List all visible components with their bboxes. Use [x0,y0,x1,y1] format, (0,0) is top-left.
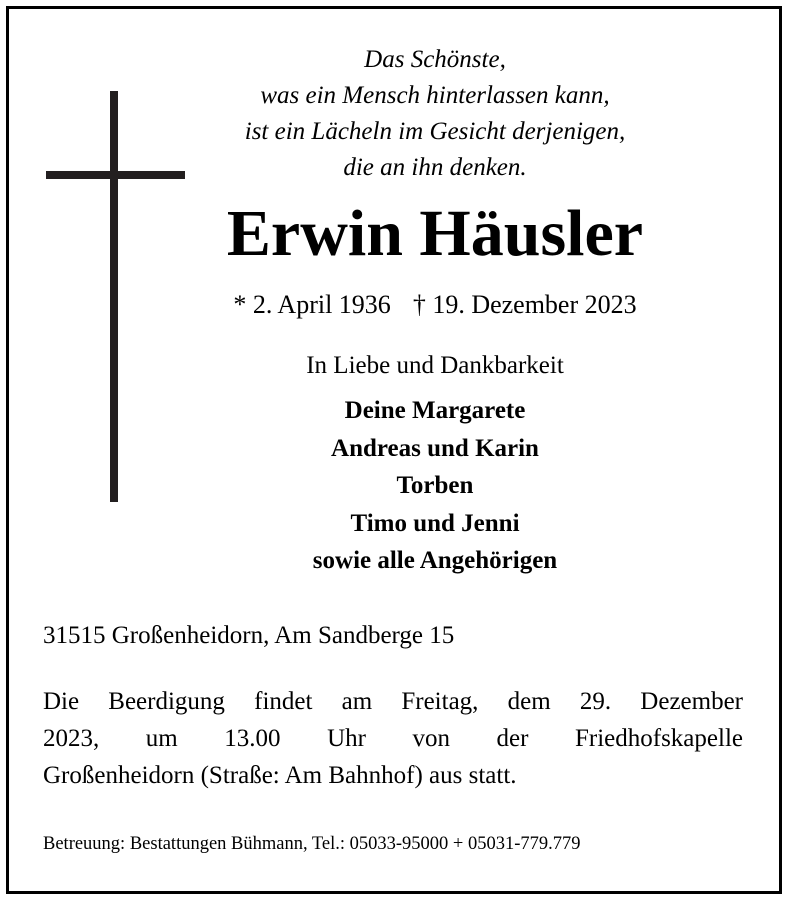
memorial-verse [190,42,680,186]
deceased-name: Erwin Häusler [226,197,644,270]
funeral-notice-line: 2023, um 13.00 Uhr von der Friedhofskapelle [43,725,743,752]
verse-line: ist ein Lächeln im Gesicht derjenigen, [244,118,626,145]
cross-horizontal-bar [46,171,185,179]
verse-line: Das Schönste, [364,46,506,73]
birth-date: * 2. April 1936 [233,290,391,319]
mourner-entry: Andreas und Karin [331,434,539,462]
death-date: † 19. Dezember 2023 [412,290,637,319]
family-address: 31515 Großenheidorn, Am Sandberge 15 [43,622,455,649]
life-dates [170,287,700,323]
mourner-entry: sowie alle Angehörigen [312,547,558,574]
mourner-entry: Timo und Jenni [350,509,520,537]
verse-line: die an ihn denken. [343,154,527,181]
funeral-notice-line: Großenheidorn (Straße: Am Bahnhof) aus statt. [43,762,517,789]
cross-vertical-bar [110,91,118,502]
funeral-notice-line: Die Beerdigung findet am Freitag, dem 29. Dezember [43,688,743,715]
undertaker-note: Betreuung: Bestattungen Bühmann, Tel.: 05033-95000 + 05031-779.779 [43,834,581,854]
mourner-entry: Deine Margarete [344,397,526,424]
thanks-line: In Liebe und Dankbarkeit [306,352,564,379]
funeral-notice [43,683,743,794]
mourners-list [170,392,700,580]
verse-line: was ein Mensch hinterlassen kann, [260,82,610,109]
mourner-entry: Torben [396,472,474,499]
